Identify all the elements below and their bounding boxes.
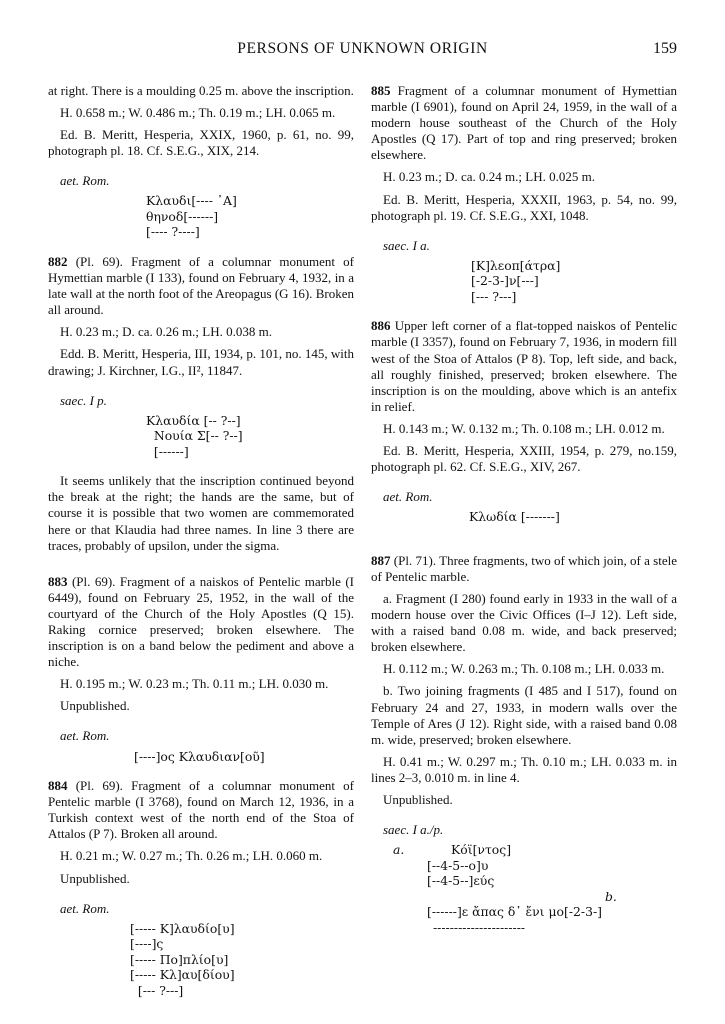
inscription-line: Νουία Σ[-- ?--] xyxy=(146,428,243,444)
publication-status: Unpublished. xyxy=(60,698,130,714)
entry-description: Upper left corner of a flat-topped naiskos of Pentelic marble (I 3357), found on February 7, 1936, in modern fill west of the Stoa of Attalos (P 8). Top, left side, and back, all roughly finished, preserved; broken elsewhere. The inscription is on the moulding, above which is an antefix in relief. xyxy=(371,318,677,414)
inscription-line: ---------------------- xyxy=(433,919,526,935)
inscription-text xyxy=(134,749,354,765)
fragment-label-b: b. xyxy=(605,888,617,904)
dimensions: H. 0.21 m.; W. 0.27 m.; Th. 0.26 m.; LH. 0.060 m. xyxy=(60,848,323,864)
dimensions: H. 0.112 m.; W. 0.263 m.; Th. 0.108 m.; LH. 0.033 m. xyxy=(383,661,665,677)
edition: Ed. B. Meritt, Hesperia, XXXII, 1963, p. 54, no. 99, photograph pl. 19. Cf. S.E.G., XXI, 1048. xyxy=(371,191,677,223)
publication-status: Unpublished. xyxy=(60,870,130,886)
page-number: 159 xyxy=(653,40,677,57)
inscription-line: [-2-3-]ν[---] xyxy=(471,273,539,289)
publication-status: Unpublished. xyxy=(383,792,453,807)
inscription-text xyxy=(471,258,677,305)
inscription-line: Κλαυδία [-- ?--] xyxy=(146,412,241,428)
dimensions: H. 0.23 m.; D. ca. 0.26 m.; LH. 0.038 m. xyxy=(60,324,272,340)
date-label: aet. Rom. xyxy=(60,173,110,189)
inscription-line: [Κ]λεοπ[άτρα] xyxy=(471,257,561,273)
edition: Edd. B. Meritt, Hesperia, III, 1934, p. 101, no. 145, with drawing; J. Kirchner, I.G., II², 11847. xyxy=(48,346,354,378)
inscription-line: [--- ?---] xyxy=(471,288,517,304)
entry-number: 887 xyxy=(371,552,391,568)
dimensions: H. 0.41 m.; W. 0.297 m.; Th. 0.10 m.; LH. 0.033 m. in lines 2–3, 0.010 m. in line 4. xyxy=(371,753,677,785)
inscription-line: Κόϊ[ντος] xyxy=(451,842,512,858)
entry-description: (Pl. 69). Fragment of a naiskos of Pentelic marble (I 6449), found on February 25, 1952, in the wall of the courtyard of the Church of the Holy Apostles (Q 15). Raking cornice preserved; broken elsewhere. The inscription is on a band below the pediment and above a niche. xyxy=(48,573,354,670)
entry-number: 886 xyxy=(371,318,391,334)
inscription-line: [--4-5--ο]υ xyxy=(427,857,489,873)
dimensions: H. 0.195 m.; W. 0.23 m.; Th. 0.11 m.; LH. 0.030 m. xyxy=(60,676,329,692)
dimensions: H. 0.23 m.; D. ca. 0.24 m.; LH. 0.025 m. xyxy=(383,169,595,185)
date-label: saec. I p. xyxy=(60,392,107,408)
inscription-line: [------]ε ἄπας δ᾽ ἔνι μο[-2-3-] xyxy=(427,904,602,920)
inscription-text xyxy=(130,921,354,999)
right-column xyxy=(371,83,677,935)
inscription-text xyxy=(393,842,677,935)
entry-887 xyxy=(371,553,677,585)
paragraph: at right. There is a moulding 0.25 m. above the inscription. xyxy=(48,83,354,98)
inscription-line: [----- Κ]λαυδίο[υ] xyxy=(130,920,235,936)
inscription-line: [----]ος Κλαυδιαν[οῦ] xyxy=(134,748,265,764)
entry-description: Fragment of a columnar monument of Hymettian marble (I 6901), found on April 24, 1959, in the wall of a modern house southeast of the Church of the Holy Apostles (Q 17). Part of top and ring preserved; broken elsewhere. xyxy=(371,83,678,163)
entry-884 xyxy=(48,778,354,842)
fragment-b: b. Two joining fragments (I 485 and I 517), found on February 24 and 27, 1933, in modern walls over the Temple of Ares (J 12). Right side, with a raised band 0.08 m. wide, preserved; broken elsewhere. xyxy=(371,683,677,747)
running-title: PERSONS OF UNKNOWN ORIGIN xyxy=(237,40,488,57)
date-label: saec. I a. xyxy=(383,237,430,253)
entry-number: 883 xyxy=(48,573,68,589)
dimensions: H. 0.143 m.; W. 0.132 m.; Th. 0.108 m.; LH. 0.012 m. xyxy=(383,420,665,436)
inscription-line: [----]ς xyxy=(130,936,164,952)
fragment-a: a. Fragment (I 280) found early in 1933 in the wall of a modern house over the Civic Offices (I–J 12). Left side, with a raised band 0.08 m. wide, and back preserved; broken elsewhere. xyxy=(371,590,677,655)
inscription-line: [----- Κλ]αυ[δίου] xyxy=(130,967,235,983)
left-column xyxy=(48,83,354,998)
commentary: It seems unlikely that the inscription continued beyond the break at the right; the hands are the same, but of course it is possible that two women are commemorated here or that Klaudia had three names. In line 3 there are traces, probably of upsilon, under the sigma. xyxy=(48,473,354,553)
inscription-text xyxy=(146,413,354,460)
inscription-line: Κλαυδι[---- ᾽Α] xyxy=(146,193,237,209)
entry-885 xyxy=(371,83,677,163)
entry-number: 882 xyxy=(48,253,68,269)
inscription-text xyxy=(469,509,677,525)
inscription-line: [----- Πο]πλίο[υ] xyxy=(130,951,229,967)
inscription-line: [--4-5--]εύς xyxy=(427,873,495,889)
inscription-line: θηνοδ[------] xyxy=(146,208,219,224)
edition: Ed. B. Meritt, Hesperia, XXIII, 1954, p. 279, no.159, photograph pl. 62. Cf. S.E.G., XIV, 267. xyxy=(371,443,677,475)
dimensions: H. 0.658 m.; W. 0.486 m.; Th. 0.19 m.; LH. 0.065 m. xyxy=(60,105,336,121)
inscription-line: [------] xyxy=(146,443,189,459)
inscription-line: [---- ?----] xyxy=(146,224,200,240)
date-label: saec. I a./p. xyxy=(383,822,444,838)
entry-description: (Pl. 69). Fragment of a columnar monument of Pentelic marble (I 3768), found on March 12, 1936, in a Turkish context west of the north end of the Stoa of Attalos (P 7). Broken all around. xyxy=(48,778,355,842)
entry-number: 884 xyxy=(48,778,68,794)
edition: Ed. B. Meritt, Hesperia, XXIX, 1960, p. 61, no. 99, photograph pl. 18. Cf. S.E.G., XIX, 214. xyxy=(48,127,354,159)
inscription-line: Κλωδία [-------] xyxy=(469,509,560,525)
date-label: aet. Rom. xyxy=(383,489,433,505)
entry-description: (Pl. 71). Three fragments, two of which join, of a stele of Pentelic marble. xyxy=(371,552,677,584)
fragment-label-a: a. xyxy=(393,842,405,858)
inscription-line: [--- ?---] xyxy=(130,982,184,998)
entry-886 xyxy=(371,318,677,415)
date-label: aet. Rom. xyxy=(60,728,110,744)
entry-882 xyxy=(48,254,354,318)
entry-number: 885 xyxy=(371,83,391,98)
date-label: aet. Rom. xyxy=(60,900,110,916)
running-header xyxy=(48,40,677,64)
entry-description: (Pl. 69). Fragment of a columnar monument of Hymettian marble (I 133), found on February 4, 1932, in a late wall at the north foot of the Areopagus (G 16). Broken all around. xyxy=(48,253,355,318)
entry-883 xyxy=(48,574,354,671)
inscription-text xyxy=(146,193,354,240)
